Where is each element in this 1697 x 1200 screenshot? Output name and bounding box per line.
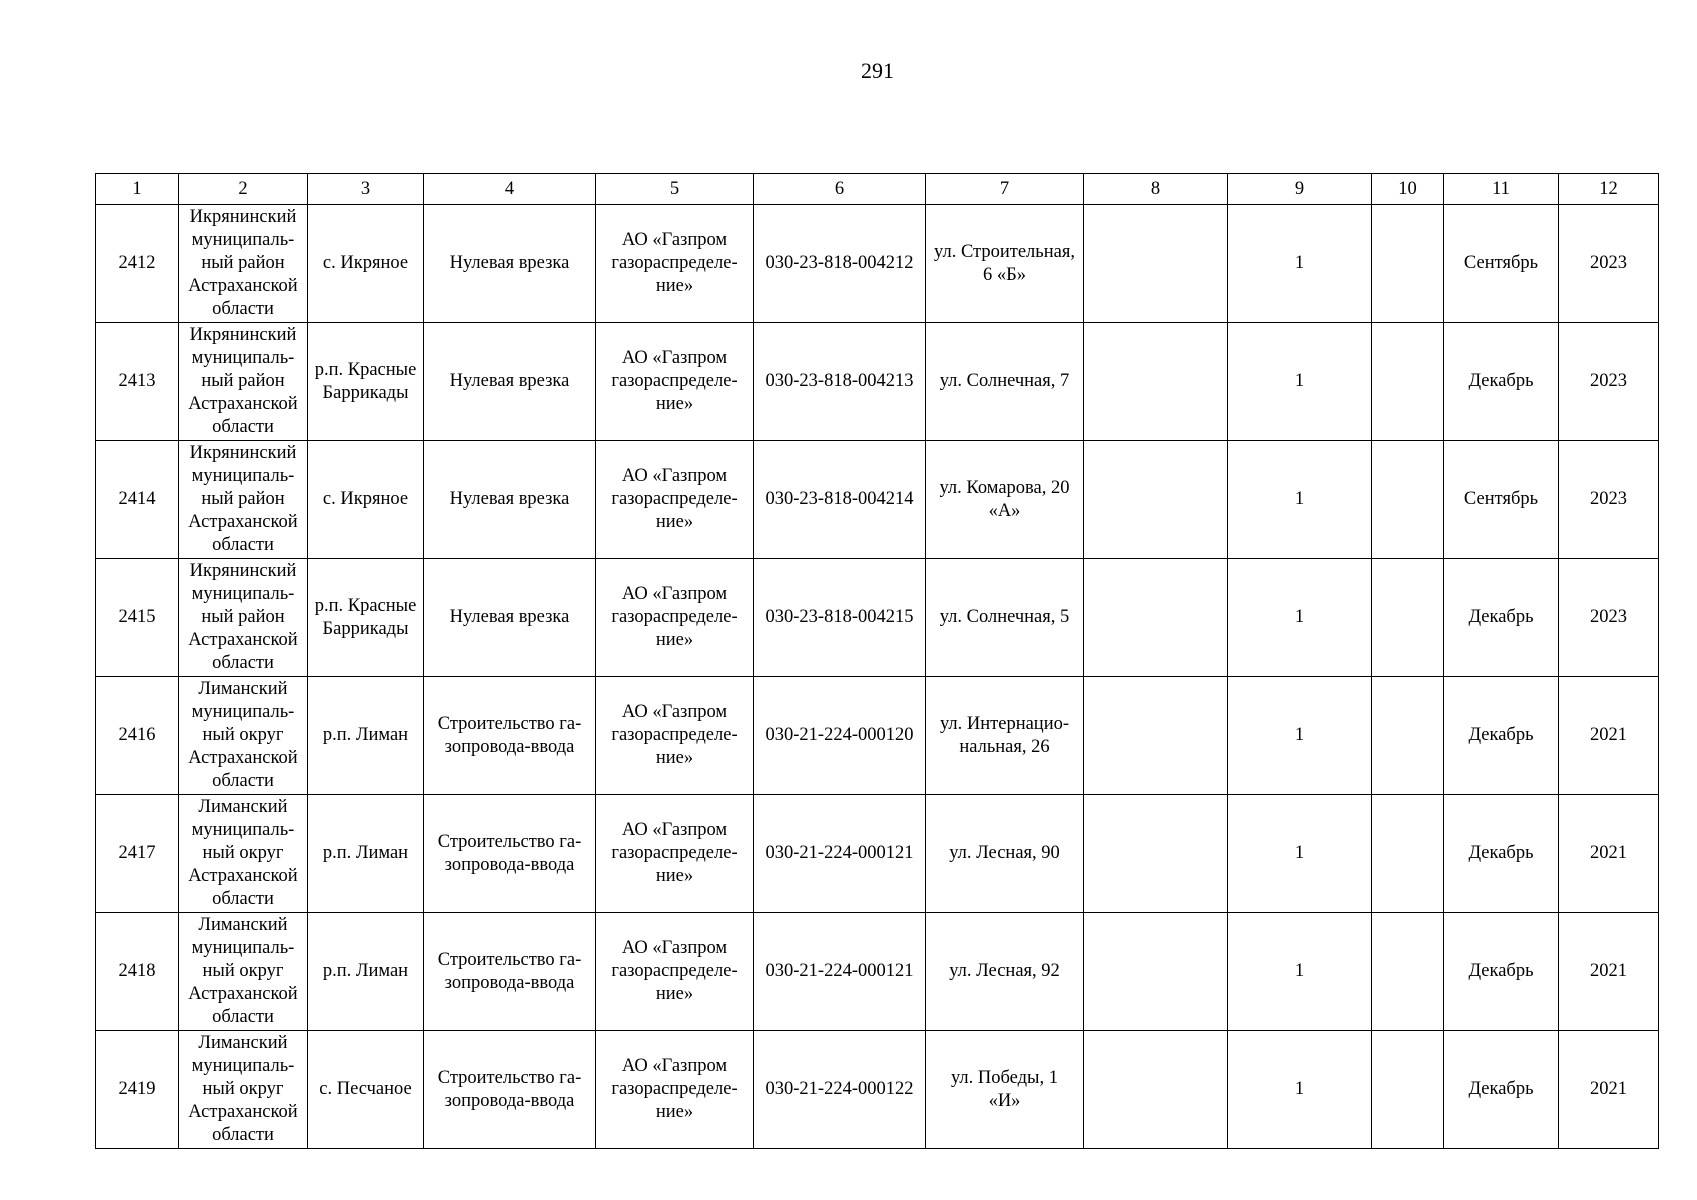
work-type-cell: Строительство га- зопровода-ввода <box>424 1031 596 1149</box>
column-8-cell <box>1084 205 1228 323</box>
quantity-cell: 1 <box>1228 441 1372 559</box>
page-number: 291 <box>861 58 894 83</box>
organization-cell: АО «Газпром газораспределе- ние» <box>596 205 754 323</box>
column-10-cell <box>1372 441 1444 559</box>
row-number: 2415 <box>96 559 179 677</box>
quantity-cell: 1 <box>1228 677 1372 795</box>
column-10-cell <box>1372 677 1444 795</box>
column-8-cell <box>1084 1031 1228 1149</box>
year-cell: 2023 <box>1559 559 1659 677</box>
settlement-cell: р.п. Красные Баррикады <box>308 559 424 677</box>
settlement-cell: р.п. Лиман <box>308 795 424 913</box>
row-number: 2419 <box>96 1031 179 1149</box>
month-cell: Сентябрь <box>1444 441 1559 559</box>
header-row <box>96 174 1659 205</box>
row-number: 2416 <box>96 677 179 795</box>
column-header-11: 11 <box>1444 174 1559 205</box>
column-header-5: 5 <box>596 174 754 205</box>
row-number: 2414 <box>96 441 179 559</box>
column-header-12: 12 <box>1559 174 1659 205</box>
district-cell: Икрянинский муниципаль- ный район Астраханской области <box>179 559 308 677</box>
district-cell: Лиманский муниципаль- ный округ Астраханской области <box>179 1031 308 1149</box>
row-number: 2413 <box>96 323 179 441</box>
district-cell: Икрянинский муниципаль- ный район Астраханской области <box>179 205 308 323</box>
quantity-cell: 1 <box>1228 559 1372 677</box>
organization-cell: АО «Газпром газораспределе- ние» <box>596 913 754 1031</box>
object-code-cell: 030-21-224-000121 <box>754 795 926 913</box>
district-cell: Лиманский муниципаль- ный округ Астраханской области <box>179 677 308 795</box>
settlement-cell: р.п. Лиман <box>308 677 424 795</box>
year-cell: 2021 <box>1559 795 1659 913</box>
month-cell: Декабрь <box>1444 323 1559 441</box>
work-type-cell: Нулевая врезка <box>424 559 596 677</box>
year-cell: 2023 <box>1559 205 1659 323</box>
object-code-cell: 030-21-224-000120 <box>754 677 926 795</box>
table-row <box>96 559 1659 677</box>
object-code-cell: 030-23-818-004213 <box>754 323 926 441</box>
table-header <box>96 174 1659 205</box>
address-cell: ул. Лесная, 92 <box>926 913 1084 1031</box>
work-type-cell: Строительство га- зопровода-ввода <box>424 795 596 913</box>
address-cell: ул. Солнечная, 5 <box>926 559 1084 677</box>
settlement-cell: с. Икряное <box>308 441 424 559</box>
column-8-cell <box>1084 677 1228 795</box>
column-10-cell <box>1372 795 1444 913</box>
month-cell: Сентябрь <box>1444 205 1559 323</box>
month-cell: Декабрь <box>1444 913 1559 1031</box>
column-header-4: 4 <box>424 174 596 205</box>
work-type-cell: Нулевая врезка <box>424 441 596 559</box>
work-type-cell: Нулевая врезка <box>424 323 596 441</box>
organization-cell: АО «Газпром газораспределе- ние» <box>596 441 754 559</box>
settlement-cell: р.п. Красные Баррикады <box>308 323 424 441</box>
organization-cell: АО «Газпром газораспределе- ние» <box>596 795 754 913</box>
work-type-cell: Строительство га- зопровода-ввода <box>424 677 596 795</box>
organization-cell: АО «Газпром газораспределе- ние» <box>596 1031 754 1149</box>
column-10-cell <box>1372 205 1444 323</box>
table-row <box>96 677 1659 795</box>
column-header-2: 2 <box>179 174 308 205</box>
column-10-cell <box>1372 1031 1444 1149</box>
quantity-cell: 1 <box>1228 323 1372 441</box>
quantity-cell: 1 <box>1228 913 1372 1031</box>
object-code-cell: 030-21-224-000122 <box>754 1031 926 1149</box>
column-header-3: 3 <box>308 174 424 205</box>
table-row <box>96 323 1659 441</box>
address-cell: ул. Лесная, 90 <box>926 795 1084 913</box>
column-header-7: 7 <box>926 174 1084 205</box>
column-8-cell <box>1084 559 1228 677</box>
year-cell: 2021 <box>1559 913 1659 1031</box>
organization-cell: АО «Газпром газораспределе- ние» <box>596 677 754 795</box>
table-row <box>96 913 1659 1031</box>
table-row <box>96 1031 1659 1149</box>
settlement-cell: с. Икряное <box>308 205 424 323</box>
object-code-cell: 030-23-818-004215 <box>754 559 926 677</box>
column-8-cell <box>1084 795 1228 913</box>
year-cell: 2023 <box>1559 441 1659 559</box>
district-cell: Лиманский муниципаль- ный округ Астраханской области <box>179 795 308 913</box>
quantity-cell: 1 <box>1228 1031 1372 1149</box>
table-body <box>96 205 1659 1149</box>
column-header-1: 1 <box>96 174 179 205</box>
column-header-10: 10 <box>1372 174 1444 205</box>
column-10-cell <box>1372 323 1444 441</box>
row-number: 2418 <box>96 913 179 1031</box>
object-code-cell: 030-23-818-004212 <box>754 205 926 323</box>
settlement-cell: с. Песчаное <box>308 1031 424 1149</box>
column-header-8: 8 <box>1084 174 1228 205</box>
district-cell: Икрянинский муниципаль- ный район Астраханской области <box>179 323 308 441</box>
column-10-cell <box>1372 559 1444 677</box>
column-header-9: 9 <box>1228 174 1372 205</box>
address-cell: ул. Солнечная, 7 <box>926 323 1084 441</box>
row-number: 2417 <box>96 795 179 913</box>
work-type-cell: Нулевая врезка <box>424 205 596 323</box>
table-row <box>96 205 1659 323</box>
column-8-cell <box>1084 441 1228 559</box>
month-cell: Декабрь <box>1444 795 1559 913</box>
quantity-cell: 1 <box>1228 205 1372 323</box>
district-cell: Икрянинский муниципаль- ный район Астраханской области <box>179 441 308 559</box>
table-row <box>96 795 1659 913</box>
column-8-cell <box>1084 323 1228 441</box>
year-cell: 2023 <box>1559 323 1659 441</box>
year-cell: 2021 <box>1559 1031 1659 1149</box>
table-row <box>96 441 1659 559</box>
column-header-6: 6 <box>754 174 926 205</box>
organization-cell: АО «Газпром газораспределе- ние» <box>596 323 754 441</box>
month-cell: Декабрь <box>1444 677 1559 795</box>
work-type-cell: Строительство га- зопровода-ввода <box>424 913 596 1031</box>
address-cell: ул. Строительная, 6 «Б» <box>926 205 1084 323</box>
object-code-cell: 030-23-818-004214 <box>754 441 926 559</box>
month-cell: Декабрь <box>1444 559 1559 677</box>
row-number: 2412 <box>96 205 179 323</box>
district-cell: Лиманский муниципаль- ный округ Астраханской области <box>179 913 308 1031</box>
object-code-cell: 030-21-224-000121 <box>754 913 926 1031</box>
column-8-cell <box>1084 913 1228 1031</box>
address-cell: ул. Победы, 1 «И» <box>926 1031 1084 1149</box>
address-cell: ул. Комарова, 20 «А» <box>926 441 1084 559</box>
gas-connection-table <box>95 173 1659 1149</box>
column-10-cell <box>1372 913 1444 1031</box>
address-cell: ул. Интернацио- нальная, 26 <box>926 677 1084 795</box>
organization-cell: АО «Газпром газораспределе- ние» <box>596 559 754 677</box>
month-cell: Декабрь <box>1444 1031 1559 1149</box>
year-cell: 2021 <box>1559 677 1659 795</box>
settlement-cell: р.п. Лиман <box>308 913 424 1031</box>
quantity-cell: 1 <box>1228 795 1372 913</box>
